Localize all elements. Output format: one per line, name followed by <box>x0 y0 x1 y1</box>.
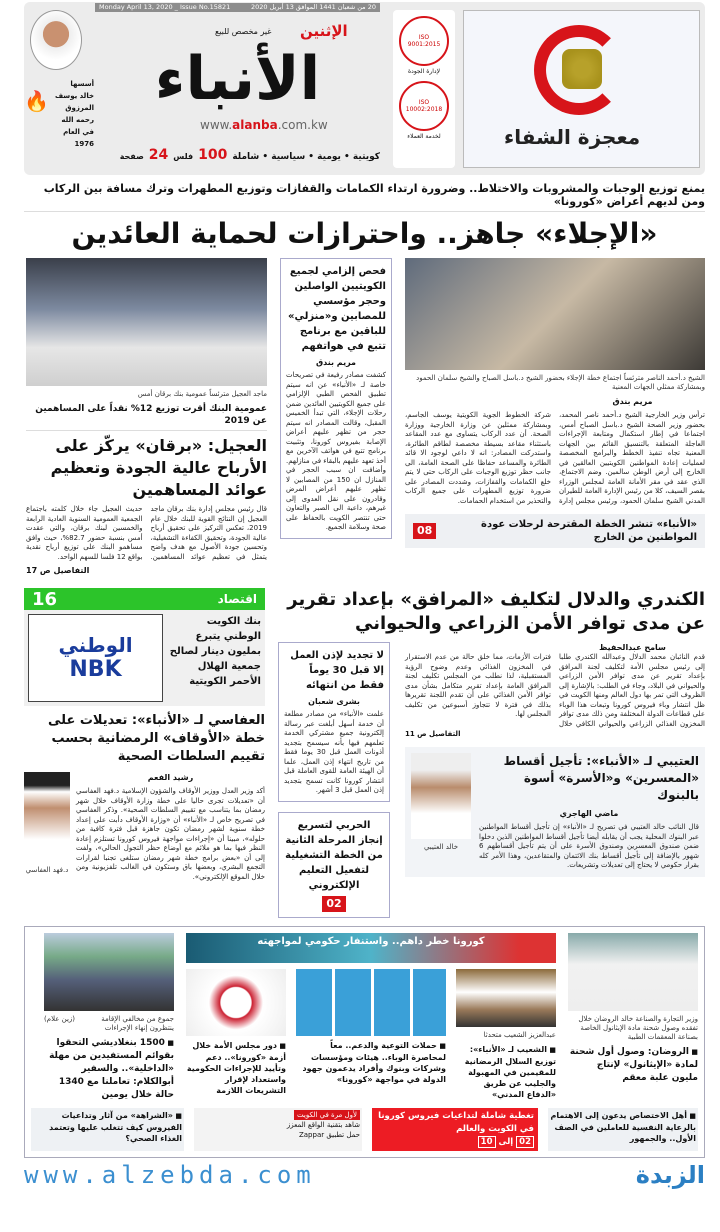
otaibi-headline: العتيبي لـ «الأنباء»: تأجيل أقساط «المعسرين» و«الأسرة» أسوة بالبنوك <box>503 754 699 802</box>
founder-line: رحمه الله <box>61 116 94 124</box>
shuaib-photo <box>456 969 556 1027</box>
otaibi-photo <box>411 753 471 839</box>
date-arabic: 20 من شعبان 1441 الموافق 13 أبريل 2020 <box>250 3 376 11</box>
kandari-details-link[interactable]: التفاصيل ص 11 <box>405 730 461 738</box>
testing-headline: فحص إلزامي لجميع الكويتيين الواصلين وحجر مؤسسي للمصابين و«منزلي» للباقين مع برنامج تتبع في هواتفهم <box>288 266 386 352</box>
iso-caption-2: لخدمة العملاء <box>407 133 441 140</box>
harbi-headline: الحربي لتسريع إنجاز المرحلة الثانية من الخطة التشغيلية لتفعيل التعليم الإلكتروني <box>285 819 383 891</box>
promo-app: حمل تطبيق Zappar <box>298 1130 360 1139</box>
front-row-2 <box>24 588 705 918</box>
iso-seal-2: ISO 10002:2018 <box>399 81 449 131</box>
afasi-headline: العفاسي لـ «الأنباء»: تعديلات على خطة «الأوقاف» الرمضانية بحسب تقييم السلطات الصحية <box>47 713 265 764</box>
strip-middle <box>186 933 556 1100</box>
kandari-body: قدم النائبان محمد الدلال وعبدالله الكندري طلبا إلى رئيس مجلس الأمة لتكليف لجنة المرافق بإعداد تقرير عن مدى توافر الأمن الزراعي والحيواني في البلاد، وجاء في الطلب: بالإشارة إلى الظروف التي تمر بها دول العالم ومنها الكويت في ظل انتشار وباء فيروس كورونا وتبعات هذا الوباء على قطاعات الدولة المختلفة ومن ذلك مدى توافر المخزون الغذائي الزراعي والحيواني الكافي خلال فترات الأزمات، مما خلق حالة من عدم الاستقرار في المخزون الغذائي وعدم وضوح الرؤية المستقبلية، لذا نطلب من المجلس تكليف لجنة المرافق العامة بإعداد تقرير متكامل بشأن مدى توافر الأمن الغذائي على أن تقدم اللجنة تقريرها بذلك في فترة لا تتجاوز أسبوعين من تكليف المجلس لها. <box>405 653 705 728</box>
gluttony-headline[interactable]: ■ «الشراهة» من آثار وتداعيات الفيروس كيف تتغلب عليها وتعتمد الغذاء الصحي؟ <box>31 1108 184 1151</box>
nbk-donation-headline: بنك الكويت الوطني يتبرع بمليون دينار لصالح جمعية الهلال الأحمر الكويتية <box>169 616 261 687</box>
economy-section-label: اقتصاد <box>217 592 257 606</box>
rawdhan-item <box>568 933 698 1085</box>
awareness-campaign-grid <box>296 969 446 1036</box>
afasi-body: أكد وزير العدل ووزير الأوقاف والشؤون الإسلامية د.فهد العفاسي أن «تعديلات تجرى حاليا على خطة وزارة الأوقاف خلال شهر رمضان بما يتناسب مع تقييم السلطات الصحية». وذكر العفاسي في تصريح خاص لـ «الأنباء» أن «وزارة الأوقاف دأبت على إعداد خطة سنوية لشهر رمضان تكون جاهزة قبل فترة كافية من حلوله»، مبينا أن «إجراءات مواجهة فيروس كورونا تستلزم إعادة النظر فيها بما هو ملائم مع أوضاع حظر التجول الحالي»، ولفت إلى أن «بعض برامج خطة شهر رمضان ستلغى تجنبا لقرارات التجمع البشري، وبعضها باق وستكون في الغالب تلفزيونية ومن خلال الموقع الإلكتروني». <box>76 787 265 881</box>
ad-miracle-healing[interactable] <box>463 10 700 168</box>
corona-coverage-strip <box>24 926 705 1158</box>
afasi-article <box>76 772 265 882</box>
lead-photo-caption: الشيخ د.أحمد الناصر مترئساً اجتماع خطة الإجلاء بحضور الشيخ د.باسل الصباح والشيخ سلمان الحمود وبمشاركة ممثلي الجهات المعنية <box>416 374 705 391</box>
parliament-headline[interactable]: ■ دور مجلس الأمة خلال أزمة «كورونا».. دعم وتأييد للإجراءات الحكومية واستعداد لإقرار التشريعات اللازمة <box>186 1040 286 1096</box>
kandari-column <box>405 642 705 877</box>
shuaib-headline[interactable]: ■ الشعيب لـ «الأنباء»: توزيع السلال الرمضانية للمقيمين في المهبولة والجليب عن طريق «الدفاع المدني» <box>456 1044 556 1100</box>
not-for-sale: غير مخصص للبيع <box>215 27 272 36</box>
bangladeshi-caption: جموع من مخالفي الإقامة ينتظرون إنهاء الإجراءات <box>101 1014 174 1032</box>
founder-line: أسسها <box>70 80 94 88</box>
page-badge: 02 <box>322 896 345 912</box>
otaibi-photo-caption: خالد العتيبي <box>423 843 459 851</box>
kandari-area <box>278 588 705 918</box>
iso-badges <box>393 10 455 168</box>
bangladeshi-headline[interactable]: ■ 1500 بنغلاديشي التحقوا بقوائم المستفيدين من مهلة «الداخلية».. والسفير أبوالكلام: تعاملنا مع 1340 حالة خلال يومين <box>44 1037 174 1102</box>
lead-subheadline: يمنع توزيع الوجبات والمشروبات والاختلاط.. وضرورة ارتداء الكمامات والقفازات وتوزيع المطهرات وترك مسافة بين الركاب ومن لديهم أعراض «كورونا» <box>24 182 705 212</box>
iso-seal-1: ISO 9001:2015 <box>399 16 449 66</box>
burgan-kicker: عمومية البنك أقرت توزيع 12% نقداً على المساهمين عن 2019 <box>26 403 267 431</box>
burgan-column <box>26 258 267 576</box>
url-brand: alanba <box>232 118 278 132</box>
lead-body: ترأس وزير الخارجية الشيخ د.أحمد ناصر المحمد، بحضور وزير الصحة الشيخ د.باسل الصباح أمس، اجتماعا في إطار استكمال ومتابعة الإجراءات العاجلة المتعلقة بالتنسيق القائم بين الجهات المعنية تجاه تنفيذ الخطط والبرامج المخصصة لعمليات إعادة المواطنين الكويتيين العالقين في الخارج إلى أرض الوطن سالمين. وضم الاجتماع، الذي عقد في مقر الأمانة العامة لمجلس الوزراء بقصر السيف، كلا من رئيس الإدارة العامة للطيران المدني الشيخ سلمان الحمود، ورئيس مجلس إدارة شركة الخطوط الجوية الكويتية يوسف الجاسم، وبمشاركة ممثلين عن وزارة الخارجية ووزارة الصحة. أن عدد الركاب يتساوى مع عدد المقاعد باستثناء مقاعد بسيطة مخصصة لطاقم الطائرة، واستدركت المصادر: انه لا داعي لوجود الا قائد الطائرة والمساعد حفاظا على الصحة العامة، الى جانب حظر توزيع الوجبات على الركاب حتى لا يتم خلع الكمامات والقفازات، وشددت المصادر على ضرورة توزيع المطهرات على جميع الركاب والتحذير من استخدام الحمامات. <box>405 411 705 505</box>
front-row-1 <box>24 258 705 576</box>
parliament-infographic <box>186 969 286 1036</box>
afasi-byline: رشيد الفعم <box>147 773 194 782</box>
economy-inner <box>24 610 265 706</box>
page-unit: صفحة <box>119 152 144 161</box>
price: 100 <box>198 147 228 163</box>
date-english: Monday April 13, 2020 _ Issue No.15821 <box>99 3 231 11</box>
page-from: 02 <box>516 1136 534 1148</box>
kandari-subrow <box>278 642 705 918</box>
harbi-box[interactable] <box>278 812 390 918</box>
nbk-logo-en: NBK <box>69 657 122 682</box>
weekday: الإثنين <box>300 22 348 40</box>
watermark-logo: الزبدة <box>635 1160 705 1189</box>
kandari-headline: الكندري والدلال لتكليف «المرافق» بإعداد تقرير عن مدى توافر الأمن الزراعي والحيواني <box>287 589 705 634</box>
awareness-item <box>296 969 446 1085</box>
lead-byline: مريم بندق <box>612 397 653 406</box>
newspaper-logo: الأنباء <box>154 44 321 114</box>
url-suffix: .com.kw <box>277 118 328 132</box>
burgan-details-link[interactable]: التفاصيل ص 17 <box>26 566 90 575</box>
strip-middle-items <box>186 969 556 1100</box>
page-badge: 08 <box>413 523 436 539</box>
full-coverage-box[interactable] <box>372 1108 538 1151</box>
related-link-evacuation-plan[interactable] <box>405 514 705 548</box>
page-to: 10 <box>478 1136 496 1148</box>
kandari-byline: سامح عبدالحفيظ <box>599 643 666 652</box>
nbk-logo <box>28 614 163 702</box>
nbk-logo-ar: الوطني <box>58 633 133 657</box>
otaibi-byline: ماضي الهاجري <box>559 809 619 818</box>
related-headline: «الأنباء» تنشر الخطة المقترحة لرحلات عودة المواطنين من الخارج <box>481 519 697 543</box>
flame-icon: 🔥 <box>24 89 49 113</box>
founder-note <box>50 78 94 150</box>
work-permit-headline: لا تجديد لإذن العمل إلا قبل 30 يوماً فقط من انتهائه <box>290 650 384 691</box>
burgan-body: قال رئيس مجلس إدارة بنك برقان ماجد العجيل إن النتائج القوية للبنك خلال عام 2019، تعكس التركيز على تحقيق أرباح عالية الجودة، وتحقيق الكفاءة التشغيلية، وتحسين جودة الأصول مع هدف واضح يتمثل في تعظيم عوائد المساهمين. حديث العجيل جاء خلال كلمته باجتماع الجمعية العمومية السنوية العادية الرابعة والخمسين لبنك برقان، والتي عقدت أمس بنسبة حضور 82.7%، حيث وافق مساهمو البنك على توزيع أرباح نقدية بواقع 12 فلسا للسهم الواحد. <box>26 505 267 561</box>
rawdhan-caption: وزير التجارة والصناعة خالد الروضان خلال تفقده وصول شحنة مادة الإيثانول الخاصة بصناعة المعقمات الطبية <box>578 1014 698 1041</box>
founder-line: 1976 <box>74 140 94 148</box>
price-unit: فلس <box>173 152 194 161</box>
otaibi-box <box>405 747 705 877</box>
url-prefix: www. <box>200 118 233 132</box>
left-column-2 <box>24 588 265 882</box>
burgan-meeting-photo <box>26 258 267 386</box>
shuaib-caption: عبدالعزيز الشعيب متحدثا <box>483 1030 556 1039</box>
work-permit-body: علمت «الأنباء» من مصادر مطلعة أن خدمة أسهل أبلغت عبر رسالة إلكترونية جميع مشتركي الخدمة تعلمهم فيها بأنه سيسمح بتجديد أذونات العمل قبل 30 يوما فقط من تاريخ انتهاء إذن العمل، علما أن الهيئة العامة للقوى العاملة قبل انتشار كورونا كانت تسمح بتجديد إذن العمل قبل 3 أشهر. <box>284 710 384 794</box>
strip-items <box>31 933 698 1102</box>
testing-box <box>280 258 392 539</box>
promo-sub: شاهد بتقنية الواقع المعزز <box>286 1120 360 1129</box>
psych-care-headline[interactable]: ■ أهل الاختصاص يدعون إلى الاهتمام بالرعاية النفسية للعاملين في الصف الأول.. والجمهور <box>548 1108 698 1151</box>
kandari-article <box>405 642 705 739</box>
otaibi-photo-wrap <box>411 753 471 871</box>
bangladeshi-caption-row <box>44 1015 174 1033</box>
work-permit-byline: بشرى شعبان <box>308 697 360 706</box>
date-bar <box>95 3 380 12</box>
afasi-photo-wrap <box>24 772 70 882</box>
awareness-headline[interactable]: ■ حملات التوعية والدعم.. معاً لمحاصرة الوباء.. هيئات ومؤسسات وشركات وبنوك وأفراد يدعمون جهود الدولة في مواجهة «كورونا» <box>296 1040 446 1085</box>
founder-line: في العام <box>63 128 94 136</box>
founder-line: خالد يوسف <box>54 92 94 100</box>
burgan-photo-caption: ماجد العجيل مترئساً عمومية بنك برقان أمس <box>137 390 267 398</box>
rawdhan-photo <box>568 933 698 1011</box>
burgan-headline: العجيل: «برقان» يركّز على الأرباح عالية الجودة وتعظيم عوائد المساهمين <box>50 436 267 499</box>
page-to-word: إلى <box>498 1136 514 1147</box>
corona-banner[interactable]: كورونا خطر داهم.. واستنفار حكومي لمواجهته <box>186 933 556 963</box>
lead-headline: «الإجلاء» جاهز.. واحترازات لحماية العائدين <box>71 217 658 250</box>
tagline-row <box>95 146 380 166</box>
founder-line: المرزوق <box>65 104 94 112</box>
afasi-block <box>24 772 265 882</box>
founder-portrait <box>30 10 82 70</box>
iso-caption-1: لإدارة الجودة <box>408 68 440 75</box>
watermark-url: www.alzebda.com <box>24 1160 316 1189</box>
economy-box <box>24 588 265 706</box>
watermark-row <box>24 1160 705 1190</box>
website-url[interactable] <box>200 118 328 133</box>
testing-body: كشفت مصادر رفيعة في تصريحات خاصة لـ «الأنباء» عن انه سيتم تطبيق الفحص الطبي الإلزامي على جميع الكويتيين العائدين ضمن رحلات الإجلاء، التي تبدأ الخميس المقبل، وقالت المصادر انه سيتم حجر من تظهر عليهم أعراض الإصابة بفيروس كورونا، وتثبيت برنامج تتبع في هواتف الآخرين مع أخذ تعهد عليهم بالبقاء في منازلهم. وأضافت ان سبب الحجر في المنازل ان 150 من المصابين لا تظهر عليهم أعراض المرض وقادرون على نقل العدوى إلى غيرهم، داعية الى الصبر والتعاون حتى تنتصر الكويت بالحفاظ على صحة وسلامة الجميع. <box>286 371 386 531</box>
otaibi-text <box>479 753 699 871</box>
coverage-headline: تغطية شاملة لتداعيات فيروس كورونا في الكويت والعالم <box>378 1110 534 1134</box>
honeycomb-icon <box>562 49 602 89</box>
evacuation-meeting-photo <box>405 258 705 370</box>
testing-byline: مريم بندق <box>315 358 357 367</box>
bangladeshi-item <box>44 933 174 1102</box>
photo-credit: (زين علام) <box>44 1014 76 1023</box>
tagline: كويتية • يومية • سياسية • شاملة <box>232 152 380 162</box>
economy-section-bar[interactable] <box>24 588 265 610</box>
briefs-column <box>278 642 390 918</box>
strip-footer <box>31 1108 698 1151</box>
ad-name: معجزة الشفاء <box>504 125 641 149</box>
parliament-item <box>186 969 286 1096</box>
augmented-reality-promo[interactable] <box>194 1108 362 1151</box>
afasi-photo-caption: د.فهد العفاسي <box>25 866 69 874</box>
lead-column <box>405 258 705 548</box>
page-count: 24 <box>148 147 169 163</box>
economy-page-number: 16 <box>32 588 58 610</box>
otaibi-body: قال النائب خالد العتيبي في تصريح لـ «الأنباء» إن تأجيل أقساط المواطنين عبر البنوك المحلية يجب أن يقابله أيضا تأجيل أقساط المواطنين الذين دخلوا ضمن صندوق المعسرين وصندوق الأسرة على أن يتم تأجيل أقساطهم 6 شهور بالإضافة إلى تأجيل أقساط بنك الائتمان والمتقاعدين، وهذا الأمر كله بقرار حكومي لا يحتاج إلى تعديلات وتشريعات. <box>479 823 699 869</box>
promo-label: لأول مرة في الكويت <box>294 1110 360 1120</box>
rawdhan-headline[interactable]: ■ الروضان: وصول أول شحنة لمادة «الإيثانول» لإنتاج مليون علبة معقم <box>568 1046 698 1085</box>
shuaib-item <box>456 969 556 1100</box>
afasi-photo <box>24 772 70 862</box>
work-permit-box <box>278 642 390 802</box>
bangladeshi-queue-photo <box>44 933 174 1011</box>
